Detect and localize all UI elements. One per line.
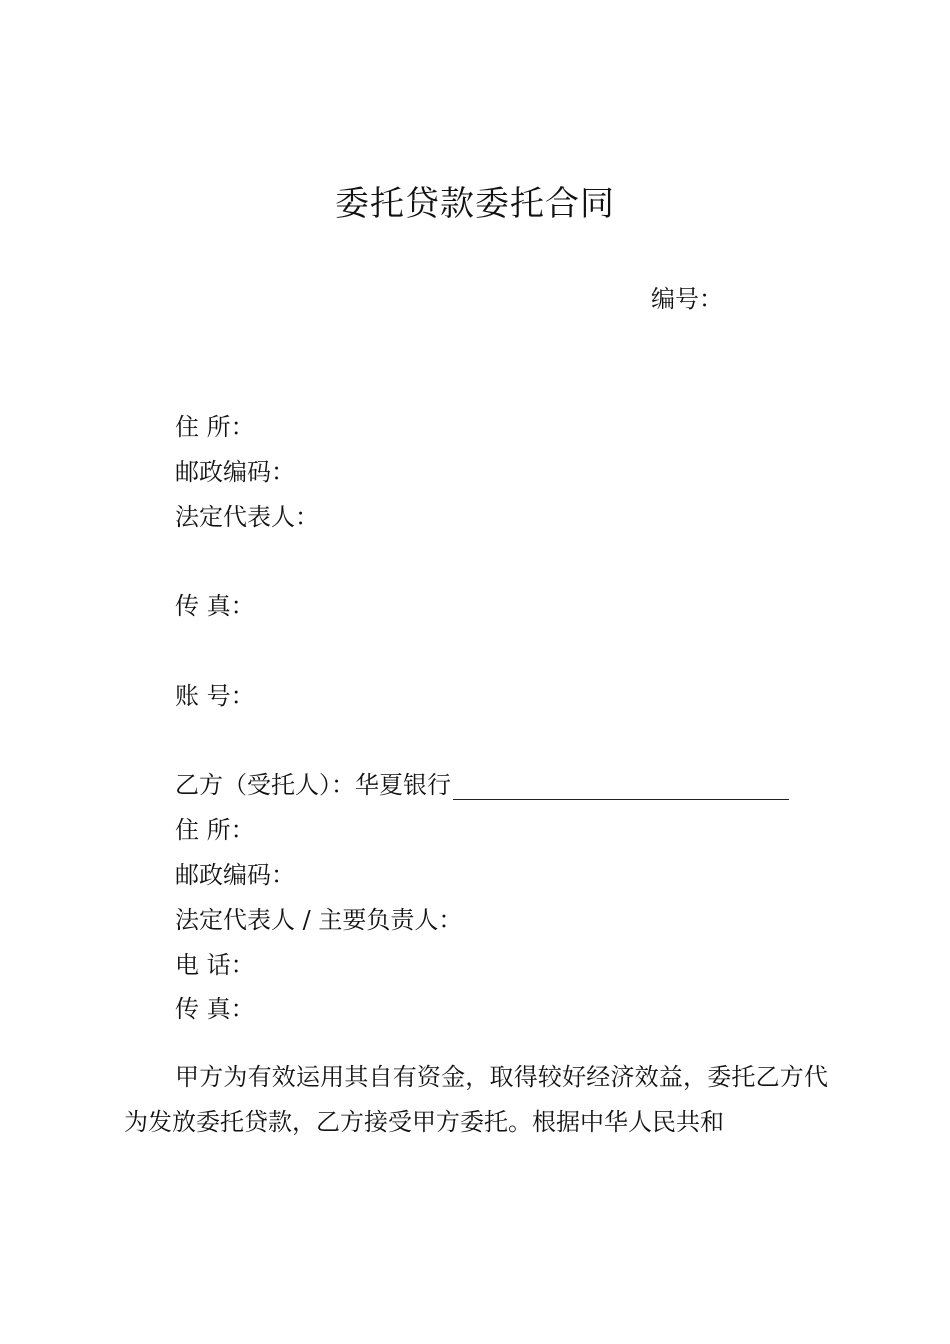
party-a-fax-label: 传 真： bbox=[175, 592, 255, 620]
party-a-account-label: 账 号： bbox=[175, 682, 255, 710]
document-number-label: 编号： bbox=[651, 285, 723, 313]
party-b-heading-line bbox=[175, 770, 789, 800]
party-b-address-label: 住 所： bbox=[175, 816, 255, 844]
party-b-legal-rep-label: 法定代表人 / 主要负责人： bbox=[175, 906, 463, 934]
document-title: 委托贷款委托合同 bbox=[335, 184, 615, 224]
party-a-address-label: 住 所： bbox=[175, 413, 255, 441]
party-a-legal-rep-label: 法定代表人： bbox=[175, 503, 319, 531]
party-b-postcode-label: 邮政编码： bbox=[175, 861, 295, 889]
party-a-postcode-label: 邮政编码： bbox=[175, 458, 295, 486]
party-b-name-blank[interactable] bbox=[453, 773, 789, 800]
party-b-heading: 乙方（受托人）：华夏银行 bbox=[175, 771, 451, 799]
contract-body-paragraph: 甲方为有效运用其自有资金，取得较好经济效益，委托乙方代为发放委托贷款，乙方接受甲方委托。根据中华人民共和 bbox=[124, 1063, 828, 1136]
party-b-fax-label: 传 真： bbox=[175, 995, 255, 1023]
party-b-phone-label: 电 话： bbox=[175, 951, 255, 979]
